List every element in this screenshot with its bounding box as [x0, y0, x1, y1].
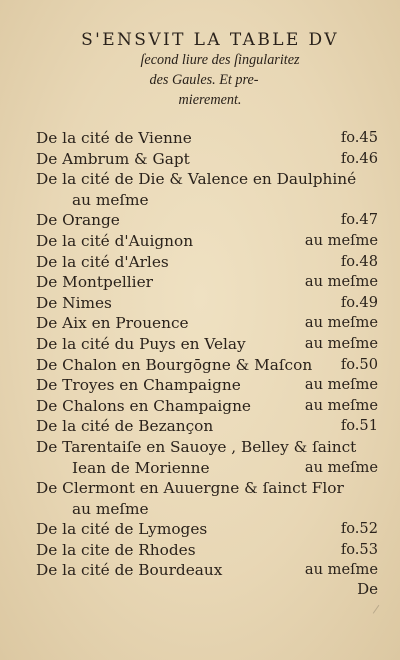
- entry-folio: au meſme: [304, 396, 378, 414]
- entry-name: au meſme: [72, 190, 149, 209]
- entry-name: De Tarentaiſe en Sauoye , Belley & ſainct: [36, 437, 357, 456]
- toc-entry: [36, 540, 380, 561]
- entry-name: De Chalon en Bourgōgne & Maſcon: [36, 355, 313, 374]
- entry-folio: fo.49: [340, 293, 378, 311]
- toc-entry: [36, 252, 380, 273]
- entry-name: De la cité de Vienne: [36, 129, 192, 147]
- entry-name: au meſme: [72, 499, 149, 518]
- entry-name: De Clermont en Auuergne & ſainct Flor: [36, 479, 344, 498]
- entry-folio: fo.45: [340, 129, 378, 146]
- entry-folio: fo.51: [340, 417, 378, 435]
- entry-name: Iean de Morienne: [72, 458, 210, 477]
- toc-entry: [36, 272, 380, 293]
- entry-name: De Nimes: [36, 293, 112, 312]
- entry-name: De Troyes en Champaigne: [36, 376, 241, 395]
- toc-entry-continuation: [36, 458, 380, 479]
- entry-name: De la cité de Die & Valence en Daulphiné: [36, 170, 357, 189]
- entry-folio: au meſme: [304, 231, 378, 249]
- subtitle-line-3: mierement.: [178, 92, 242, 108]
- entry-name: De Aix en Prouence: [36, 314, 189, 333]
- toc-entry: [36, 231, 380, 252]
- toc-entry: [36, 169, 380, 190]
- entry-name: De la cité d'Arles: [36, 252, 169, 271]
- entry-folio: fo.46: [340, 149, 378, 167]
- toc-entry: [36, 128, 380, 149]
- toc-entry: [36, 334, 380, 355]
- entry-name: De la cité de Bourdeaux: [36, 561, 223, 580]
- entry-folio: au meſme: [304, 376, 378, 394]
- toc-entry: [36, 210, 380, 231]
- table-of-contents: [36, 128, 380, 581]
- entry-name: De la cité de Bezançon: [36, 417, 214, 436]
- entry-name: De Chalons en Champaigne: [36, 396, 251, 415]
- toc-entry: [36, 437, 380, 458]
- subtitle-line-1: ſecond liure des ſingularitez: [140, 52, 300, 68]
- subtitle-line-2: des Gaules. Et pre-: [149, 72, 259, 88]
- toc-entry: [36, 293, 380, 314]
- toc-entry: [36, 355, 380, 376]
- toc-entry: [36, 149, 380, 170]
- toc-entry-continuation: [36, 190, 380, 211]
- entry-name: De la cité d'Auignon: [36, 231, 194, 250]
- entry-folio: au meſme: [304, 561, 378, 579]
- entry-folio: fo.47: [340, 211, 378, 229]
- entry-folio: au meſme: [304, 334, 378, 352]
- toc-entry-continuation: [36, 499, 380, 520]
- page-title: S'ENSVIT LA TABLE DV: [81, 30, 339, 50]
- toc-entry: [36, 478, 380, 499]
- entry-folio: au meſme: [304, 273, 378, 291]
- entry-name: De la cité de Lymoges: [36, 520, 208, 539]
- entry-folio: fo.53: [340, 540, 378, 558]
- entry-name: De Orange: [36, 211, 120, 230]
- toc-entry: [36, 396, 380, 417]
- entry-folio: au meſme: [304, 314, 378, 332]
- entry-name: De la cité du Puys en Velay: [36, 334, 246, 353]
- entry-folio: fo.50: [340, 355, 378, 373]
- entry-name: De Ambrum & Gapt: [36, 149, 190, 168]
- toc-entry: [36, 375, 380, 396]
- entry-name: De Montpellier: [36, 273, 153, 292]
- toc-entry: [36, 416, 380, 437]
- page-header: [0, 30, 400, 110]
- toc-entry: [36, 519, 380, 540]
- entry-folio: fo.52: [340, 520, 378, 538]
- page-mark: [373, 605, 384, 617]
- entry-name: De la cite de Rhodes: [36, 540, 196, 559]
- entry-folio: au meſme: [304, 458, 378, 476]
- entry-folio: fo.48: [340, 252, 378, 270]
- catchword: De: [357, 580, 378, 598]
- toc-entry: [36, 313, 380, 334]
- toc-entry: [36, 560, 380, 581]
